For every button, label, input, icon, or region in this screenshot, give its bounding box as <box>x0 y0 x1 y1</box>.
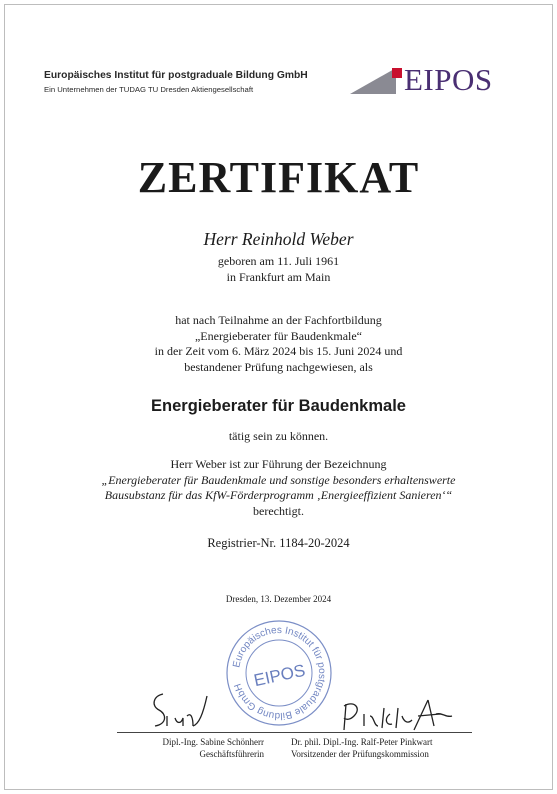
course-line: „Energieberater für Baudenkmale“ <box>194 328 363 343</box>
left-signatory-role: Geschäftsführerin <box>199 748 264 759</box>
logo-wordmark: EIPOS <box>404 62 493 97</box>
place-and-date: Dresden, 13. Dezember 2024 <box>225 594 332 604</box>
eipos-logo <box>350 64 512 96</box>
authorization-line: Herr Weber ist zur Führung der Bezeichnung <box>170 457 387 471</box>
certificate-title: ZERTIFIKAT <box>137 153 420 202</box>
birth-place: in Frankfurt am Main <box>226 269 331 284</box>
organization-header <box>44 69 308 96</box>
course-line: in der Zeit vom 6. März 2024 bis 15. Juni 2024 und <box>154 344 403 358</box>
entitled-line: berechtigt. <box>253 503 304 518</box>
organization-name: Europäisches Institut für postgraduale Bildung GmbH <box>44 70 308 81</box>
birth-date: geboren am 11. Juli 1961 <box>217 254 340 268</box>
course-statement <box>0 313 557 375</box>
signature-line <box>117 732 472 733</box>
right-signature <box>340 692 470 732</box>
designation-line: „Energieberater für Baudenkmale und sonstige besonders erhaltenswerte <box>101 472 456 487</box>
recipient-name: Herr Reinhold Weber <box>203 229 354 249</box>
registration-number: Registrier-Nr. 1184-20-2024 <box>207 536 350 550</box>
left-signatory-name: Dipl.-Ing. Sabine Schönherr <box>162 737 264 747</box>
organization-subtitle: Ein Unternehmen der TUDAG TU Dresden Aktiengesellschaft <box>44 85 254 94</box>
course-line: hat nach Teilnahme an der Fachfortbildung <box>175 313 382 327</box>
stamp-center-text: EIPOS <box>252 660 307 691</box>
authorization-block <box>0 457 557 519</box>
right-signatory-name: Dr. phil. Dipl.-Ing. Ralf-Peter Pinkwart <box>291 737 433 747</box>
right-signatory-role: Vorsitzender der Prüfungskommission <box>291 748 429 759</box>
left-signatory <box>150 737 264 760</box>
qualification-title: Energieberater für Baudenkmale <box>151 397 406 415</box>
right-signatory <box>291 737 481 760</box>
institute-stamp <box>224 618 334 728</box>
birth-details <box>0 254 557 285</box>
stamp-ring-text: Europäisches Institut für postgraduale Bildung GmbH <box>231 624 328 722</box>
logo-mark-icon <box>350 64 408 96</box>
designation-line: Bausubstanz für das KfW-Förderprogramm ‚Energieeffizient Sanieren‘“ <box>104 488 453 502</box>
able-to-statement: tätig sein zu können. <box>228 429 329 443</box>
left-signature <box>145 682 215 732</box>
course-line: bestandener Prüfung nachgewiesen, als <box>184 359 373 374</box>
